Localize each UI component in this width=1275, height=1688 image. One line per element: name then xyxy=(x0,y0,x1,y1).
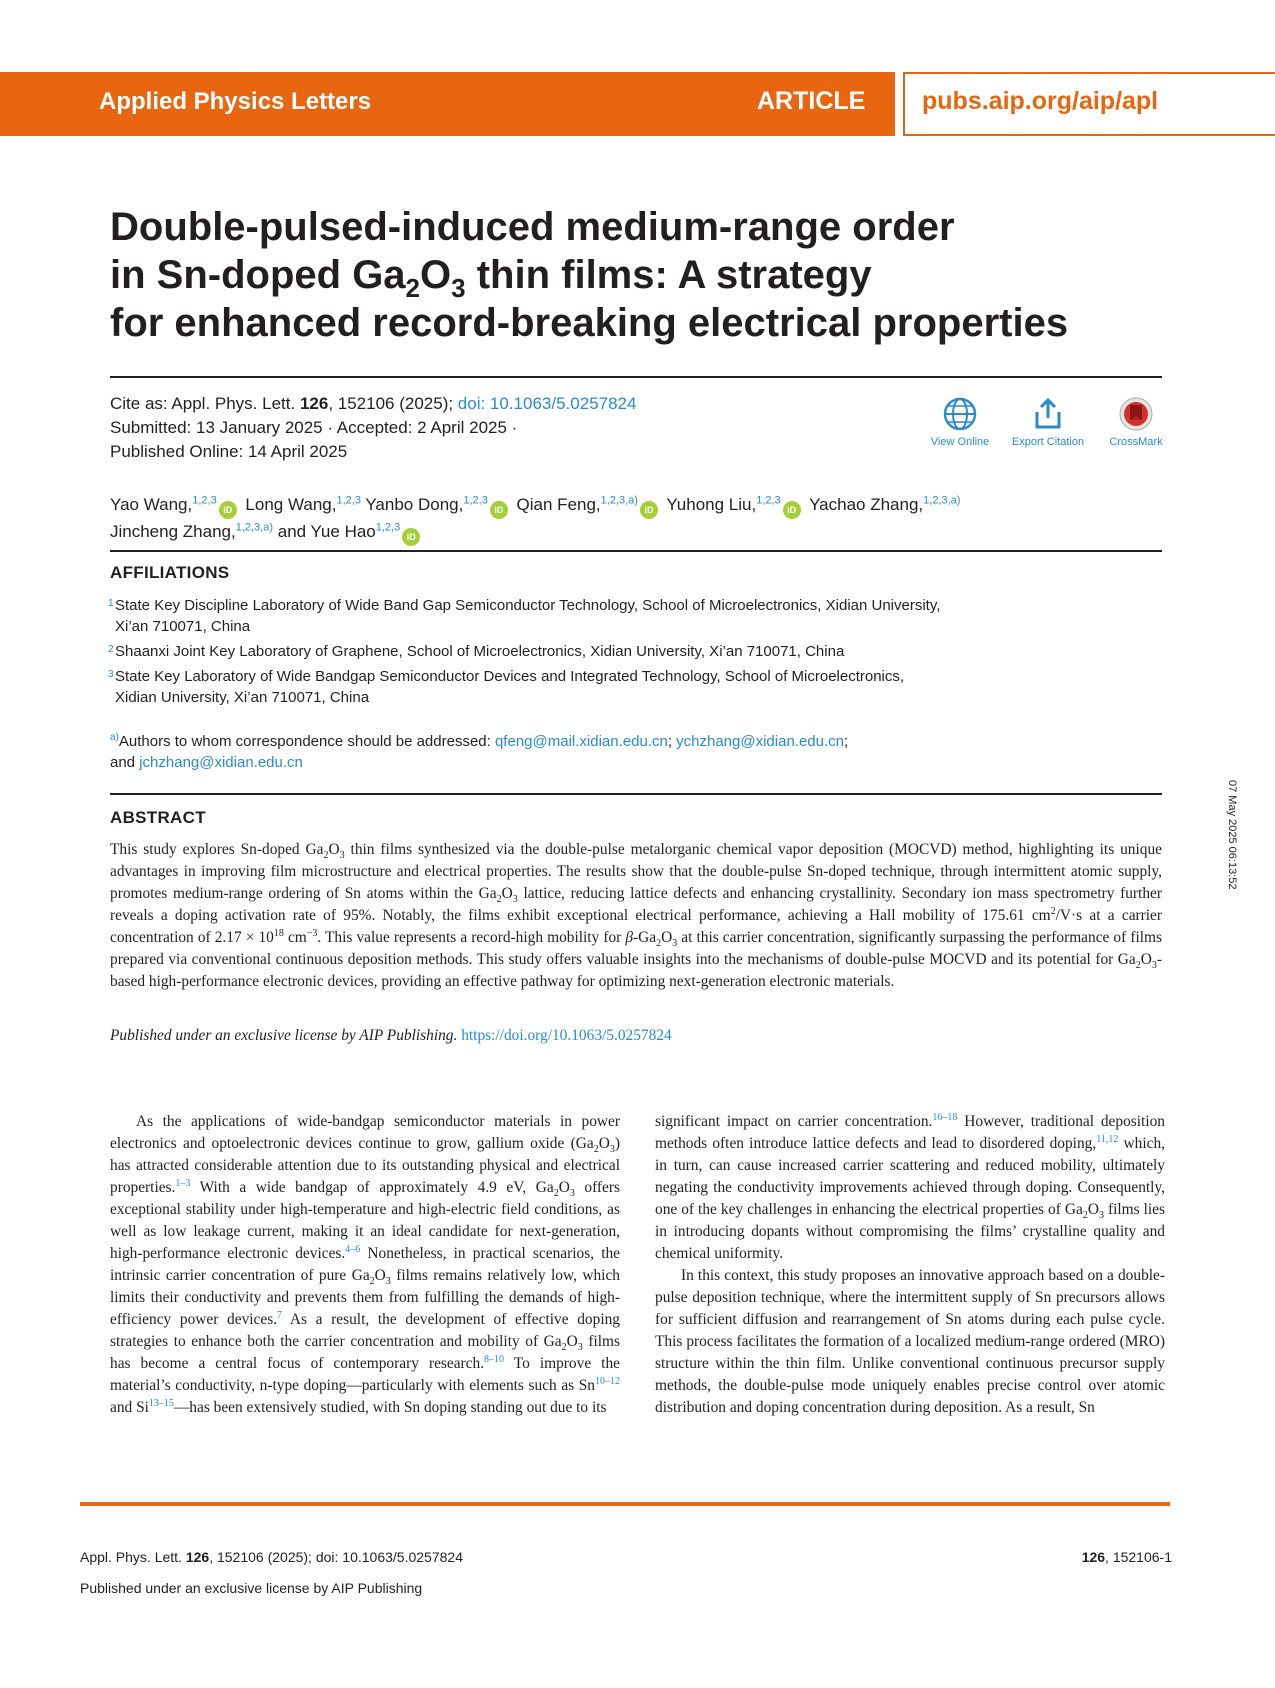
orcid-icon[interactable]: iD xyxy=(490,501,508,519)
author[interactable]: Yao Wang,$^{1,2,3}$ xyxy=(110,494,217,514)
footer-rule xyxy=(80,1502,1170,1506)
separator: ; xyxy=(667,733,677,750)
author[interactable]: Yuhong Liu,$^{1,2,3}$ xyxy=(666,494,781,514)
download-timestamp: 07 May 2025 06:13:52 xyxy=(1226,780,1238,890)
title-text: in Sn-doped Ga xyxy=(110,253,406,297)
author[interactable]: Jincheng Zhang,$^{1,2,3,a)}$ xyxy=(110,521,274,541)
affiliation-number: 1 xyxy=(108,598,114,609)
title-text: thin films: A strategy xyxy=(465,253,872,297)
footer-license: Published under an exclusive license by AIP Publishing xyxy=(80,1580,423,1596)
orcid-icon[interactable]: iD xyxy=(402,528,420,546)
published-line: Published Online: 14 April 2025 xyxy=(110,442,348,461)
affiliation-number: 2 xyxy=(108,644,114,655)
affiliation-item xyxy=(110,666,1150,708)
doi-url-link[interactable]: https://doi.org/10.1063/5.0257824 xyxy=(461,1027,672,1044)
correspondence-marker: a) xyxy=(110,732,119,743)
author[interactable]: Qian Feng,$^{1,2,3,a)}$ xyxy=(516,494,638,514)
cite-prefix: Cite as: Appl. Phys. Lett. xyxy=(110,394,300,413)
view-online-label: View Online xyxy=(930,436,990,448)
export-citation-button[interactable] xyxy=(998,396,1098,448)
email-link[interactable]: qfeng@mail.xidian.edu.cn xyxy=(494,733,668,750)
reference-link[interactable]: 1–3 xyxy=(175,1177,191,1189)
reference-link[interactable]: 13–15 xyxy=(148,1397,174,1409)
title-text: O xyxy=(420,253,452,297)
affiliation-item xyxy=(110,641,1150,662)
body-column-left xyxy=(110,1111,620,1419)
reference-link[interactable]: 7 xyxy=(277,1309,283,1321)
affiliation-text: Xidian University, Xi’an 710071, China xyxy=(115,689,370,706)
affiliations-heading: AFFILIATIONS xyxy=(110,563,230,582)
globe-icon xyxy=(942,396,978,432)
correspondence-and: and xyxy=(110,754,140,771)
orcid-icon[interactable]: iD xyxy=(640,501,658,519)
affiliation-text: State Key Laboratory of Wide Bandgap Semiconductor Devices and Integrated Technology, School of Microelectronics, xyxy=(115,668,905,685)
reference-link[interactable]: 8–10 xyxy=(484,1353,505,1365)
email-link[interactable]: ychzhang@xidian.edu.cn xyxy=(676,733,844,750)
crossmark-button[interactable] xyxy=(1086,396,1186,448)
journal-url-link[interactable]: pubs.aip.org/aip/apl xyxy=(922,87,1159,115)
divider-rule xyxy=(110,376,1162,378)
reference-link[interactable]: 11,12 xyxy=(1096,1133,1119,1145)
author[interactable]: and Yue Hao$^{1,2,3}$ xyxy=(277,521,401,541)
cite-block xyxy=(110,392,636,464)
dates-line: Submitted: 13 January 2025 · Accepted: 2 April 2025 · xyxy=(110,418,518,437)
author[interactable]: Yachao Zhang,$^{1,2,3,a)}$ xyxy=(809,494,961,514)
separator: ; xyxy=(844,733,849,750)
reference-link[interactable]: 10–12 xyxy=(595,1375,620,1387)
affiliation-text: State Key Discipline Laboratory of Wide Band Gap Semiconductor Technology, School of Microelectronics, Xidian University, xyxy=(115,597,941,614)
export-citation-label: Export Citation xyxy=(1011,436,1085,448)
article-type-label: ARTICLE xyxy=(757,87,866,115)
divider-rule xyxy=(110,793,1162,795)
correspondence-note xyxy=(110,727,1150,773)
author[interactable]: Long Wang,$^{1,2,3}$ xyxy=(245,494,361,514)
article-title xyxy=(110,203,1210,347)
divider-rule xyxy=(110,550,1162,552)
cite-line xyxy=(110,392,636,416)
affiliation-item xyxy=(110,595,1150,637)
affiliation-text: Xi’an 710071, China xyxy=(115,618,251,635)
title-line-2 xyxy=(110,251,1210,303)
abstract-heading: ABSTRACT xyxy=(110,808,206,827)
title-subscript: 2 xyxy=(405,273,421,303)
title-line-3: for enhanced record-breaking electrical properties xyxy=(110,301,1069,345)
reference-link[interactable]: 4–6 xyxy=(345,1243,361,1255)
correspondence-label: Authors to whom correspondence should be addressed: xyxy=(118,733,495,750)
affiliation-text: Shaanxi Joint Key Laboratory of Graphene, School of Microelectronics, Xidian University, Xi’an 710071, China xyxy=(115,643,845,660)
footer-page-number: 126, 152106-1 xyxy=(1081,1549,1172,1565)
body-paragraph: As the applications of wide-bandgap semiconductor materials in power electronics and optoelectronic devices continue to grow, gallium oxide $(Ga_2O_3)$ has attracted considerable attention due to its outstanding physical and electrical properties.$^{1-3}$ With a wide bandgap of approximately 4.9 eV, $Ga_2O_3$ offers exceptional stability under high-temperature and high-electric field conditions, as well as low leakage current, making it an ideal candidate for next-generation, high-performance electronic devices.$^{4-6}$ Nonetheless, in practical scenarios, the intrinsic carrier concentration of pure $Ga_2O_3$ films remains relatively low, which limits their conductivity and prevents them from fulfilling the demands of high-efficiency power devices.$^7$ As a result, the development of effective doping strategies to enhance both the carrier concentration and mobility of $Ga_2O_3$ films has become a central focus of contemporary research.$^{8-10}$ To improve the material’s conductivity, n-type doping—particularly with elements such as Sn$^{10-12}$ and Si$^{13-15}$—has been extensively studied, with Sn doping standing out due to its xyxy=(110,1113,621,1416)
journal-name: Applied Physics Letters xyxy=(99,88,372,115)
abstract-text: This study explores Sn-doped $Ga_2O_3$ thin films synthesized via the double-pulse metalorganic chemical vapor deposition (MOCVD) method, highlighting its unique advantages in improving film microstructure and electrical properties. The results show that the double-pulse Sn-doped technique, through intermittent atomic supply, promotes medium-range ordering of Sn atoms within the $Ga_2O_3$ lattice, reducing lattice defects and enhancing crystallinity. Secondary ion mass spectrometry further reveals a doping activation rate of 95%. Notably, the films exhibit exceptional electrical performance, achieving a Hall mobility of 175.61 $cm^2/V\cdot s$ at a carrier concentration of $2.17 \times 10^{18}$ $cm^{-3}$. This value represents a record-high mobility for $\beta-Ga_2O_3$ at this carrier concentration, significantly surpassing the performance of films prepared via conventional continuous deposition methods. This study offers valuable insights into the mechanisms of double-pulse MOCVD and its potential for $Ga_2O_3$-based high-performance electronic devices, providing an effective pathway for optimizing next-generation electronic materials. xyxy=(110,841,1163,990)
doi-link[interactable]: doi: 10.1063/5.0257824 xyxy=(457,394,637,413)
license-text: Published under an exclusive license by AIP Publishing. xyxy=(110,1027,462,1044)
title-subscript: 3 xyxy=(451,273,466,303)
email-link[interactable]: jchzhang@xidian.edu.cn xyxy=(139,754,303,771)
cite-volume: 126 xyxy=(299,394,329,413)
body-column-right xyxy=(655,1111,1165,1419)
orcid-icon[interactable]: iD xyxy=(783,501,801,519)
export-icon xyxy=(1030,396,1066,432)
affiliations-list xyxy=(110,595,1150,712)
crossmark-icon xyxy=(1118,396,1154,432)
title-line-1: Double-pulsed-induced medium-range order xyxy=(110,205,955,249)
cite-rest: , 152106 (2025); xyxy=(328,394,458,413)
affiliation-number: 3 xyxy=(108,669,114,680)
body-paragraph: In this context, this study proposes an innovative approach based on a double-pulse deposition technique, where the intermittent supply of Sn precursors allows for sufficient diffusion and rearrangement of Sn atoms during each pulse cycle. This process facilitates the formation of a localized medium-range ordered (MRO) structure within the thin film. Unlike conventional continuous precursor supply methods, the double-pulse mode uniquely enables precise control over atomic distribution and doping concentration during deposition. As a result, Sn xyxy=(655,1267,1165,1416)
author-list xyxy=(110,492,1170,546)
author[interactable]: Yanbo Dong,$^{1,2,3}$ xyxy=(365,494,488,514)
license-line xyxy=(110,1027,672,1045)
footer-citation: Appl. Phys. Lett. 126, 152106 (2025); doi: 10.1063/5.0257824 xyxy=(80,1549,463,1565)
orcid-icon[interactable]: iD xyxy=(219,501,237,519)
view-online-button[interactable] xyxy=(910,396,1010,448)
body-paragraph: significant impact on carrier concentration.$^{16-18}$ However, traditional deposition methods often introduce lattice defects and lead to disordered doping,$^{11,12}$ which, in turn, can cause increased carrier scattering and reduced mobility, ultimately negating the conductivity improvements achieved through doping. Consequently, one of the key challenges in enhancing the electrical properties of $Ga_2O_3$ films lies in introducing dopants without compromising the films’ crystalline quality and chemical uniformity. xyxy=(655,1111,1165,1262)
crossmark-label: CrossMark xyxy=(1109,436,1163,448)
reference-link[interactable]: 16–18 xyxy=(932,1111,958,1123)
